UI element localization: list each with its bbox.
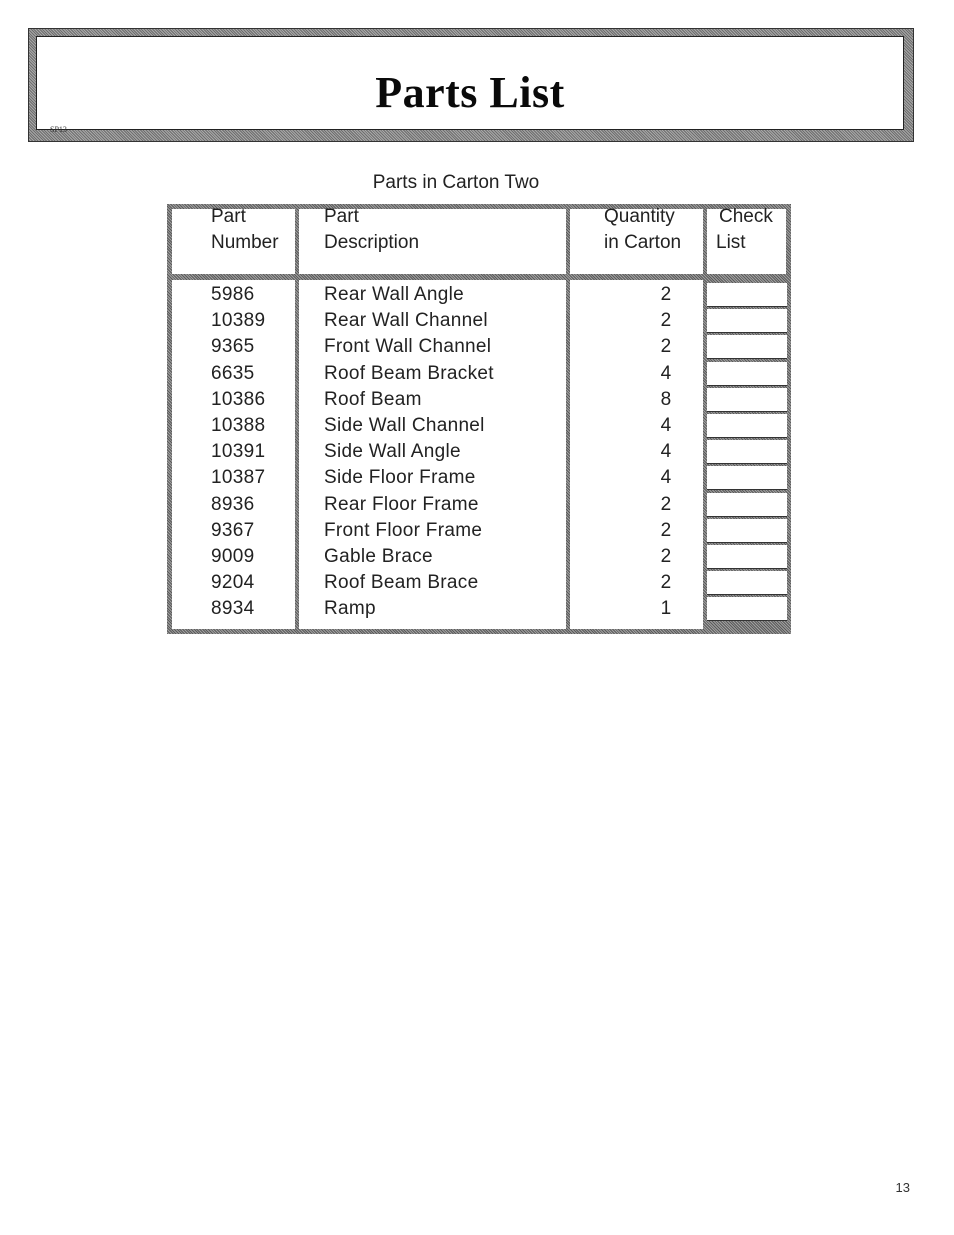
header-banner <box>28 28 914 142</box>
column-header-description <box>324 204 419 256</box>
part-description: Rear Wall Angle <box>324 284 465 305</box>
part-number: 8936 <box>211 493 255 515</box>
part-quantity: 2 <box>660 546 672 567</box>
column-header-line: Check <box>719 206 773 227</box>
part-quantity: 4 <box>660 362 672 384</box>
column-header-check <box>716 204 773 256</box>
column-header-line: Part <box>211 206 246 227</box>
check-box[interactable] <box>707 545 787 569</box>
check-box[interactable] <box>707 493 787 517</box>
check-box[interactable] <box>707 597 787 621</box>
part-description: Roof Beam Brace <box>324 572 479 594</box>
part-number: 5986 <box>211 284 255 305</box>
check-box[interactable] <box>707 283 787 307</box>
check-box[interactable] <box>707 414 787 438</box>
part-number: 10388 <box>211 415 266 436</box>
check-box[interactable] <box>707 309 787 333</box>
page-code: SP13 <box>50 125 67 134</box>
column-header-number <box>211 204 279 256</box>
part-number: 8934 <box>211 598 255 620</box>
part-quantity: 2 <box>660 284 672 305</box>
column-header-line: Number <box>211 232 279 253</box>
column-header-line: Quantity <box>604 206 675 227</box>
part-description: Front Floor Frame <box>324 519 483 541</box>
part-quantity: 2 <box>660 572 672 594</box>
part-quantity: 2 <box>660 493 672 515</box>
part-description: Side Floor Frame <box>324 467 476 489</box>
part-quantity: 4 <box>660 441 672 463</box>
check-box[interactable] <box>707 571 787 595</box>
check-box[interactable] <box>707 440 787 464</box>
table-caption: Parts in Carton Two <box>372 172 540 193</box>
part-description: Gable Brace <box>324 546 433 567</box>
part-quantity: 4 <box>660 415 672 436</box>
part-number: 9367 <box>211 519 255 541</box>
part-number: 9204 <box>211 572 255 594</box>
part-description: Ramp <box>324 598 376 620</box>
part-description: Rear Wall Channel <box>324 310 488 332</box>
part-number: 6635 <box>211 362 255 384</box>
check-box[interactable] <box>707 466 787 490</box>
part-quantity: 4 <box>660 467 672 489</box>
part-description: Roof Beam <box>324 388 422 410</box>
part-number: 10387 <box>211 467 266 489</box>
page-number: 13 <box>895 1180 910 1195</box>
part-description: Roof Beam Bracket <box>324 362 494 384</box>
part-description: Side Wall Angle <box>324 441 461 463</box>
part-number: 10386 <box>211 388 266 410</box>
check-box[interactable] <box>707 388 787 412</box>
column-header-quantity <box>604 204 681 256</box>
part-quantity: 2 <box>660 519 672 541</box>
check-box[interactable] <box>707 362 787 386</box>
column-header-line: Part <box>324 206 359 227</box>
part-number: 9365 <box>211 336 255 358</box>
part-number: 10389 <box>211 310 266 332</box>
part-description: Rear Floor Frame <box>324 493 479 515</box>
check-box[interactable] <box>707 519 787 543</box>
check-box[interactable] <box>707 335 787 359</box>
page-title: Parts List <box>375 68 565 117</box>
part-number: 9009 <box>211 546 255 567</box>
part-number: 10391 <box>211 441 266 463</box>
part-quantity: 1 <box>660 598 672 620</box>
column-header-line: in Carton <box>604 232 682 253</box>
column-header-line: List <box>716 232 746 253</box>
header-panel <box>36 36 904 134</box>
part-quantity: 2 <box>660 336 672 358</box>
part-description: Front Wall Channel <box>324 336 492 358</box>
part-description: Side Wall Channel <box>324 415 485 436</box>
column-header-line: Description <box>324 232 420 253</box>
part-quantity: 8 <box>660 388 672 410</box>
part-quantity: 2 <box>660 310 672 332</box>
